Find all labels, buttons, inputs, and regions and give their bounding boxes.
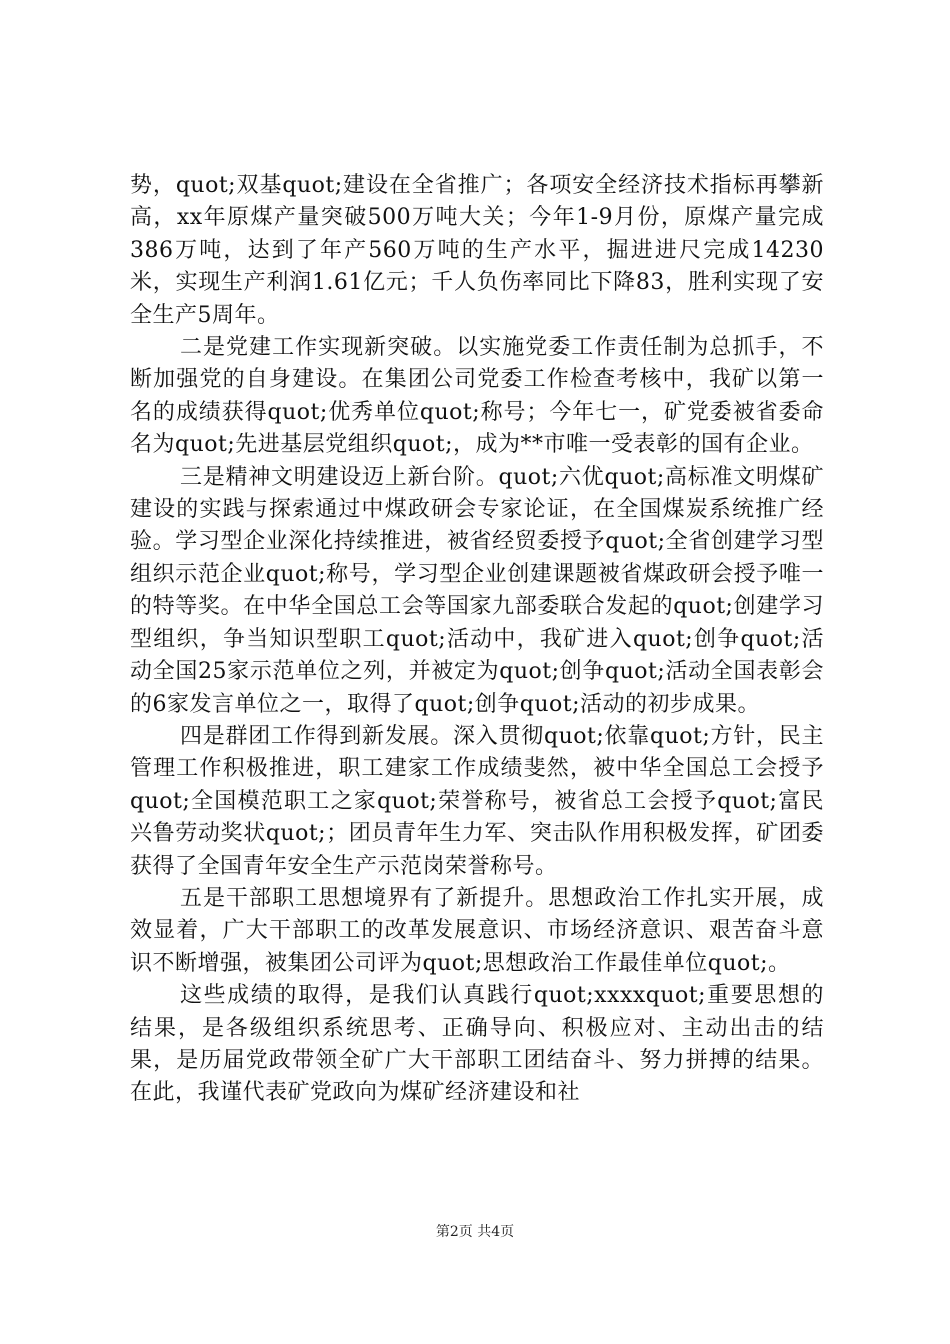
paragraph-continuation: 势，quot;双基quot;建设在全省推广；各项安全经济技术指标再攀新高，xx年原煤产量突破500万吨大关；今年1-9月份，原煤产量完成386万吨，达到了年产560万吨的生产水平，掘进进尺完成14230米，实现生产利润1.61亿元；千人负伤率同比下降83，胜利实现了安全生产5周年。 [130, 173, 824, 328]
page-number-footer: 第2页 共4页 [435, 1224, 515, 1240]
paragraph-mass-organizations: 四是群团工作得到新发展。深入贯彻quot;依靠quot;方针，民主管理工作积极推进，职工建家工作成绩斐然，被中华全国总工会授予quot;全国模范职工之家quot;荣誉称号，被省总工会授予quot;富民兴鲁劳动奖状quot;；团员青年生力军、突击队作用积极发挥，矿团委获得了全国青年安全生产示范岗荣誉称号。 [130, 723, 824, 879]
paragraph-spiritual-civilization: 三是精神文明建设迈上新台阶。quot;六优quot;高标准文明煤矿建设的实践与探索通过中煤政研会专家论证，在全国煤炭系统推广经验。学习型企业深化持续推进，被省经贸委授予quot;全省创建学习型组织示范企业quot;称号，学习型企业创建课题被省煤政研会授予唯一的特等奖。在中华全国总工会等国家九部委联合发起的quot;创建学习型组织，争当知识型职工quot;活动中，我矿进入quot;创争quot;活动全国25家示范单位之列，并被定为quot;创争quot;活动全国表彰会的6家发言单位之一，取得了quot;创争quot;活动的初步成果。 [130, 464, 824, 717]
paragraph-achievements-summary: 这些成绩的取得，是我们认真践行quot;xxxxquot;重要思想的结果，是各级组织系统思考、正确导向、积极应对、主动出击的结果，是历届党政带领全矿广大干部职工团结奋斗、努力拼搏的结果。在此，我谨代表矿党政向为煤矿经济建设和社 [130, 983, 824, 1106]
document-body [130, 170, 824, 1110]
paragraph-ideology: 五是干部职工思想境界有了新提升。思想政治工作扎实开展，成效显着，广大干部职工的改革发展意识、市场经济意识、艰苦奋斗意识不断增强，被集团公司评为quot;思想政治工作最佳单位quot;。 [130, 885, 824, 976]
paragraph-party-building: 二是党建工作实现新突破。以实施党委工作责任制为总抓手，不断加强党的自身建设。在集团公司党委工作检查考核中，我矿以第一名的成绩获得quot;优秀单位quot;称号；今年七一，矿党委被省委命名为quot;先进基层党组织quot;，成为**市唯一受表彰的国有企业。 [130, 335, 824, 458]
